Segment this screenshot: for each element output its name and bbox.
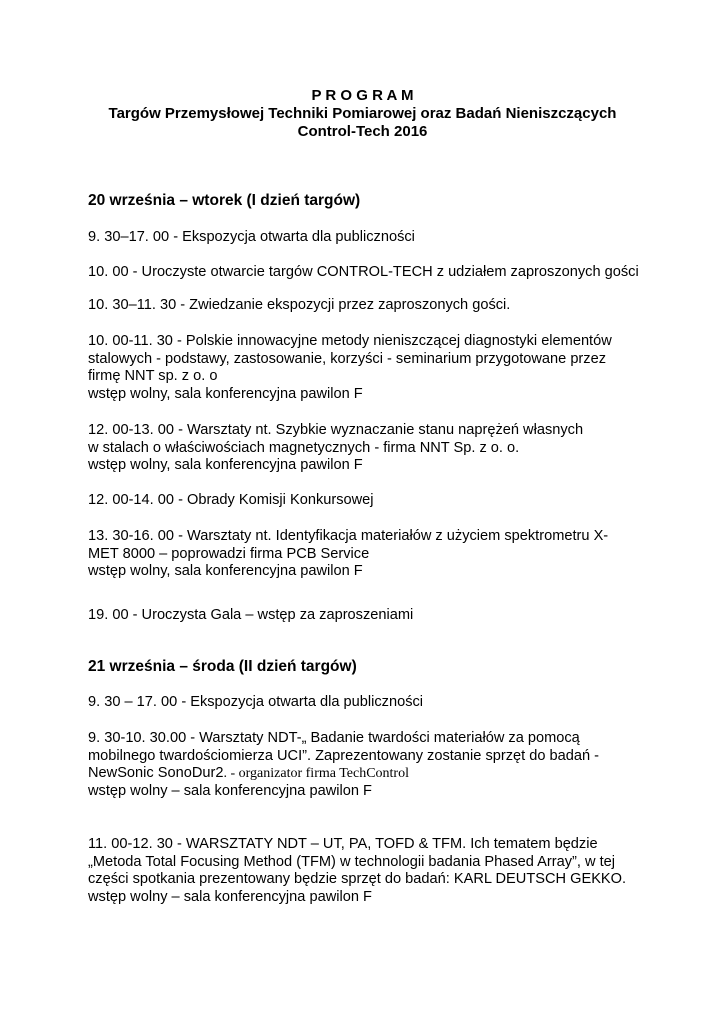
day1-entry-tour: [88, 297, 648, 315]
entry-line: wstęp wolny – sala konferencyjna pawilon F: [88, 888, 372, 905]
day1-entry-opening: [88, 264, 648, 282]
entry-line-part: NewSonic SonoDur2: [88, 765, 224, 782]
entry-line: 10. 00-11. 30 - Polskie innowacyjne metody nieniszczącej diagnostyki elementów: [88, 333, 612, 349]
entry-line: 9. 30–17. 00 - Ekspozycja otwarta dla publiczności: [88, 229, 415, 245]
day2-entry-workshop-tfm: [88, 836, 648, 906]
entry-line: MET 8000 – poprowadzi firma PCB Service: [88, 545, 370, 562]
entry-line: „Metoda Total Focusing Method (TFM) w technologii badania Phased Array”, w tej: [88, 853, 615, 870]
day1-entry-exhibition: [88, 229, 648, 247]
entry-line: firmę NNT sp. z o. o: [88, 368, 218, 385]
entry-line: wstęp wolny, sala konferencyjna pawilon F: [88, 563, 363, 580]
document-subtitle: Control-Tech 2016: [297, 123, 428, 140]
program-label: P R O G R A M: [311, 87, 414, 104]
day2-heading: 21 września – środa (II dzień targów): [88, 658, 357, 675]
day1-entry-gala: [88, 607, 648, 625]
entry-line: 10. 00 - Uroczyste otwarcie targów CONTROL-TECH z udziałem zaproszonych gości: [88, 264, 639, 280]
entry-line: mobilnego twardościomierza UCI”. Zaprezentowany zostanie sprzęt do badań -: [88, 747, 600, 764]
entry-line: 12. 00-14. 00 - Obrady Komisji Konkursowej: [88, 492, 374, 508]
entry-line: 10. 30–11. 30 - Zwiedzanie ekspozycji przez zaproszonych gości.: [88, 297, 511, 313]
entry-line: 9. 30 – 17. 00 - Ekspozycja otwarta dla publiczności: [88, 694, 424, 710]
entry-line-organizer: . - organizator firma TechControl: [223, 766, 409, 782]
day1-heading: 20 września – wtorek (I dzień targów): [88, 192, 361, 209]
day1-entry-workshop-nnt: [88, 422, 648, 475]
entry-line: wstęp wolny, sala konferencyjna pawilon F: [88, 385, 363, 402]
entry-line: 11. 00-12. 30 - WARSZTATY NDT – UT, PA, TOFD & TFM. Ich tematem będzie: [88, 836, 598, 852]
entry-line: 13. 30-16. 00 - Warsztaty nt. Identyfikacja materiałów z użyciem spektrometru X-: [88, 528, 609, 544]
day1-entry-workshop-pcb: [88, 528, 648, 581]
entry-line: [88, 765, 648, 783]
entry-line: w stalach o właściwościach magnetycznych - firma NNT Sp. z o. o.: [88, 439, 520, 456]
entry-line: wstęp wolny – sala konferencyjna pawilon F: [88, 782, 372, 799]
entry-line: 9. 30-10. 30.00 - Warsztaty NDT-„ Badanie twardości materiałów za pomocą: [88, 730, 580, 746]
entry-line: stalowych - podstawy, zastosowanie, korzyści - seminarium przygotowane przez: [88, 350, 607, 367]
entry-line: 12. 00-13. 00 - Warsztaty nt. Szybkie wyznaczanie stanu naprężeń własnych: [88, 422, 584, 438]
day2-entry-workshop-uci: [88, 730, 648, 800]
day1-entry-commission: [88, 492, 648, 510]
entry-line: wstęp wolny, sala konferencyjna pawilon F: [88, 457, 363, 474]
day2-entry-exhibition: [88, 694, 648, 712]
entry-line: 19. 00 - Uroczysta Gala – wstęp za zaproszeniami: [88, 607, 414, 623]
document-title: Targów Przemysłowej Techniki Pomiarowej oraz Badań Nieniszczących: [108, 105, 617, 122]
entry-line: części spotkania prezentowany będzie sprzęt do badań: KARL DEUTSCH GEKKO.: [88, 871, 627, 888]
day1-entry-seminar: [88, 333, 648, 403]
